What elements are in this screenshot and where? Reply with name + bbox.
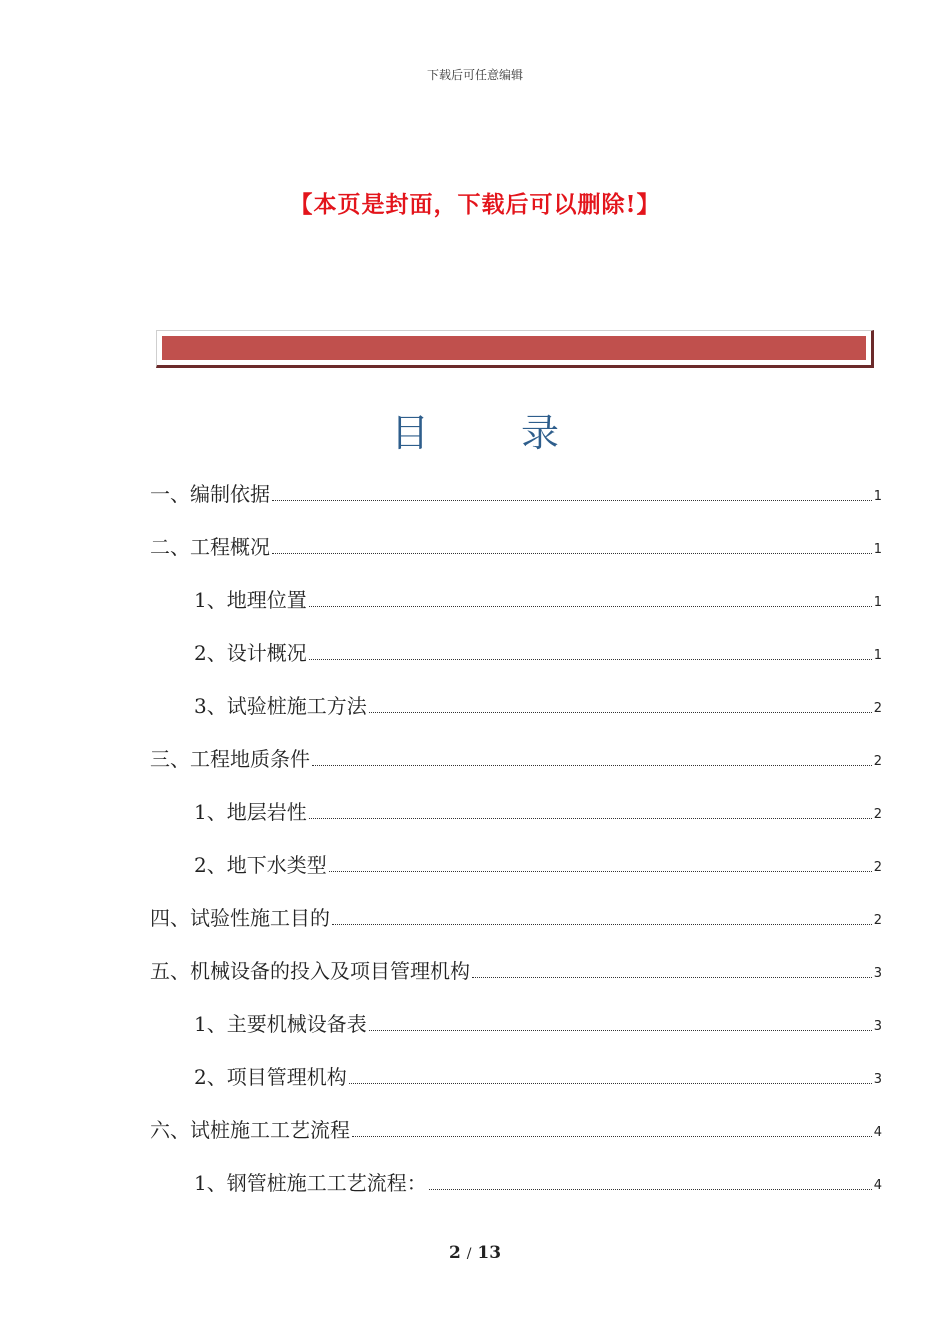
toc-entry-label: 二、工程概况 — [150, 535, 270, 559]
toc-entry-page: 1 — [873, 489, 882, 504]
toc-leader-dots — [312, 765, 872, 766]
total-pages: 13 — [477, 1243, 502, 1263]
toc-entry-label: 2、项目管理机构 — [194, 1065, 347, 1089]
toc-entry[interactable] — [150, 1112, 882, 1142]
toc-leader-dots — [369, 712, 872, 713]
toc-entry[interactable] — [194, 1006, 882, 1036]
toc-entry-page: 2 — [873, 807, 882, 822]
toc-entry-label: 1、主要机械设备表 — [194, 1012, 367, 1036]
toc-entry-label: 1、钢管桩施工工艺流程： — [194, 1171, 427, 1195]
toc-entry[interactable] — [194, 688, 882, 718]
toc-leader-dots — [309, 659, 872, 660]
toc-entry-label: 1、地理位置 — [194, 588, 307, 612]
toc-entry-page: 1 — [873, 542, 882, 557]
page-separator: / — [466, 1246, 472, 1262]
toc-entry[interactable] — [150, 741, 882, 771]
banner-fill — [162, 336, 866, 360]
toc-entry-label: 1、地层岩性 — [194, 800, 307, 824]
toc-entry[interactable] — [150, 953, 882, 983]
toc-entry-label: 三、工程地质条件 — [150, 747, 310, 771]
toc-entry[interactable] — [194, 582, 882, 612]
toc-entry[interactable] — [150, 476, 882, 506]
toc-entry-page: 2 — [873, 701, 882, 716]
toc-entry[interactable] — [194, 847, 882, 877]
toc-entry-label: 六、试桩施工工艺流程 — [150, 1118, 350, 1142]
toc-leader-dots — [272, 500, 872, 501]
cover-note: 【本页是封面，下载后可以删除!】 — [289, 191, 661, 218]
toc-entry-label: 2、地下水类型 — [194, 853, 327, 877]
toc-entry-label: 一、编制依据 — [150, 482, 270, 506]
toc-entry[interactable] — [194, 635, 882, 665]
toc-entry-page: 3 — [873, 1019, 882, 1034]
toc-entry[interactable] — [150, 529, 882, 559]
toc-entry-label: 3、试验桩施工方法 — [194, 694, 367, 718]
toc-entry[interactable] — [194, 794, 882, 824]
toc-entry-page: 4 — [873, 1178, 882, 1193]
toc-leader-dots — [352, 1136, 872, 1137]
toc-leader-dots — [332, 924, 872, 925]
toc-entry-page: 3 — [873, 966, 882, 981]
toc-entry[interactable] — [194, 1059, 882, 1089]
toc-leader-dots — [349, 1083, 872, 1084]
toc-leader-dots — [329, 871, 872, 872]
header-note: 下载后可任意编辑 — [426, 68, 523, 82]
toc-entry-label: 五、机械设备的投入及项目管理机构 — [150, 959, 470, 983]
toc-entry-page: 1 — [873, 648, 882, 663]
toc-entry-page: 2 — [873, 754, 882, 769]
toc-entry[interactable] — [194, 1165, 882, 1195]
toc-leader-dots — [309, 606, 872, 607]
current-page: 2 — [448, 1243, 461, 1263]
toc-entry[interactable] — [150, 900, 882, 930]
toc-title: 目 录 — [390, 411, 600, 455]
decorative-banner — [156, 330, 874, 368]
toc-leader-dots — [472, 977, 872, 978]
toc-entry-label: 四、试验性施工目的 — [150, 906, 330, 930]
toc-entry-page: 1 — [873, 595, 882, 610]
toc-entry-page: 3 — [873, 1072, 882, 1087]
toc-entry-page: 4 — [873, 1125, 882, 1140]
toc-leader-dots — [309, 818, 872, 819]
toc-entry-page: 2 — [873, 913, 882, 928]
toc-leader-dots — [272, 553, 872, 554]
toc-leader-dots — [429, 1189, 872, 1190]
toc-entry-label: 2、设计概况 — [194, 641, 307, 665]
page-number — [0, 1243, 950, 1263]
toc-entry-page: 2 — [873, 860, 882, 875]
toc-leader-dots — [369, 1030, 872, 1031]
